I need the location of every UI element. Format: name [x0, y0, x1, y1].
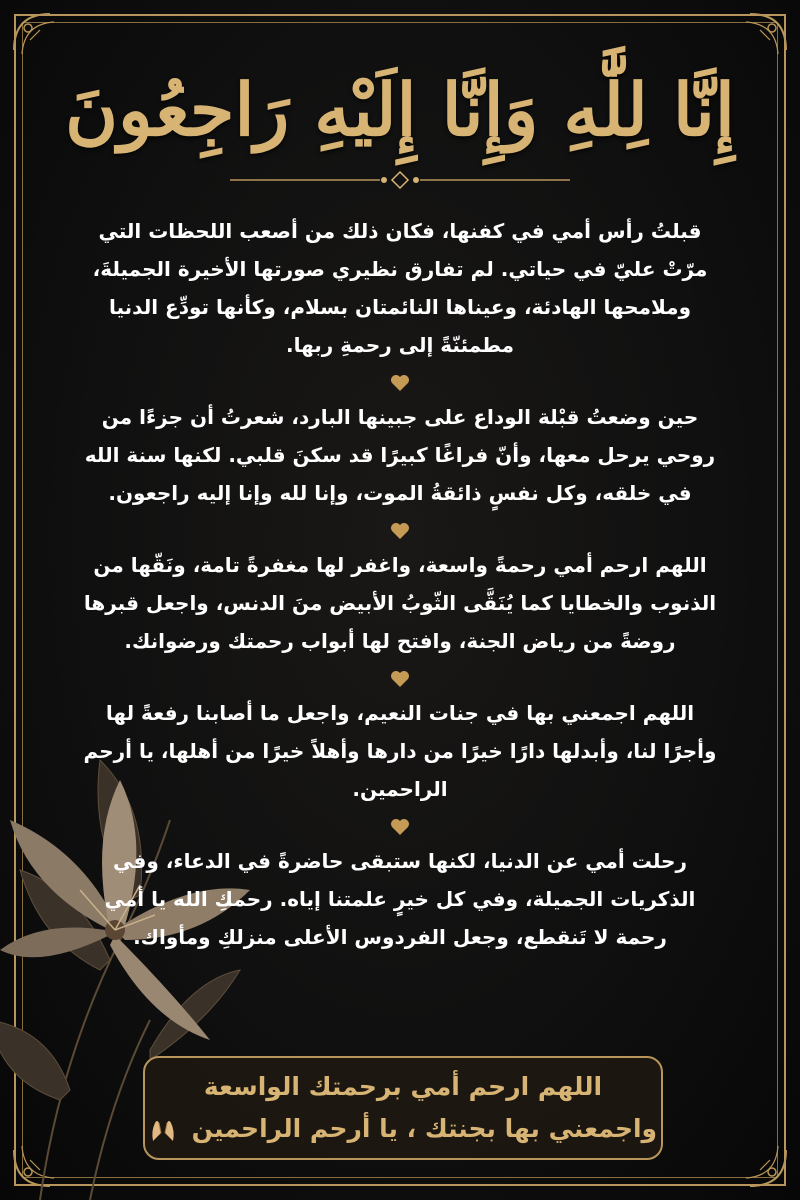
- title-divider-ornament-icon: [230, 170, 570, 190]
- dua-line-2: [145, 1108, 661, 1150]
- paragraph: قبلتُ رأس أمي في كفنها، فكان ذلك من أصعب اللحظات التي مرّتْ عليّ في حياتي. لم تفارق نظيري صورتها الأخيرة الجميلةَ، وملامحها الهادئة، وعيناها النائمتان بسلام، وكأنها تودِّع الدنيا مطمئنّةً إلى رحمةِ ربها.: [92, 219, 708, 357]
- heart-icon: [80, 808, 720, 842]
- paragraph: اللهم ارحم أمي رحمةً واسعة، واغفر لها مغفرةً تامة، ونَقّها من الذنوب والخطايا كما يُنَقَّى الثّوبُ الأبيض منَ الدنس، واجعل قبرها روضةً من رياض الجنة، وافتح لها أبواب رحمتك ورضوانك.: [83, 553, 717, 653]
- heart-icon: [80, 660, 720, 694]
- dua-line-2-text: واجمعني بها بجنتك ، يا أرحم الراحمين: [191, 1114, 658, 1143]
- message-body: [80, 212, 720, 956]
- heart-icon: [80, 512, 720, 546]
- dua-line-1: اللهم ارحم أمي برحمتك الواسعة: [203, 1072, 603, 1101]
- praying-hands-icon: [149, 1117, 177, 1143]
- heart-icon: [80, 364, 720, 398]
- page-title: إِنَّا لِلَّٰهِ وَإِنَّا إِلَيْهِ رَاجِعُونَ: [65, 67, 735, 152]
- dua-box: [143, 1056, 663, 1160]
- corner-ornament-icon: [720, 1120, 790, 1190]
- paragraph: اللهم اجمعني بها في جنات النعيم، واجعل ما أصابنا رفعةً لها وأجرًا لنا، وأبدلها دارًا خيرًا من دارها وأهلاً خيرًا من أهلها، يا أرحم الراحمين.: [83, 701, 717, 801]
- paragraph: رحلت أمي عن الدنيا، لكنها ستبقى حاضرةً في الدعاء، وفي الذكريات الجميلة، وفي كل خيرٍ علمتنا إياه. رحمكِ الله يا أمي رحمة لا تَنقطع، وجعل الفردوس الأعلى منزلكِ ومأواك.: [104, 849, 696, 949]
- paragraph: حين وضعتُ قبْلة الوداع على جبينها البارد، شعرتُ أن جزءًا من روحي يرحل معها، وأنّ فراغًا كبيرًا قد سكنَ قلبي. لكنها سنة الله في خلقه، وكل نفسٍ ذائقةُ الموت، وإنا لله وإنا إليه راجعون.: [84, 405, 716, 505]
